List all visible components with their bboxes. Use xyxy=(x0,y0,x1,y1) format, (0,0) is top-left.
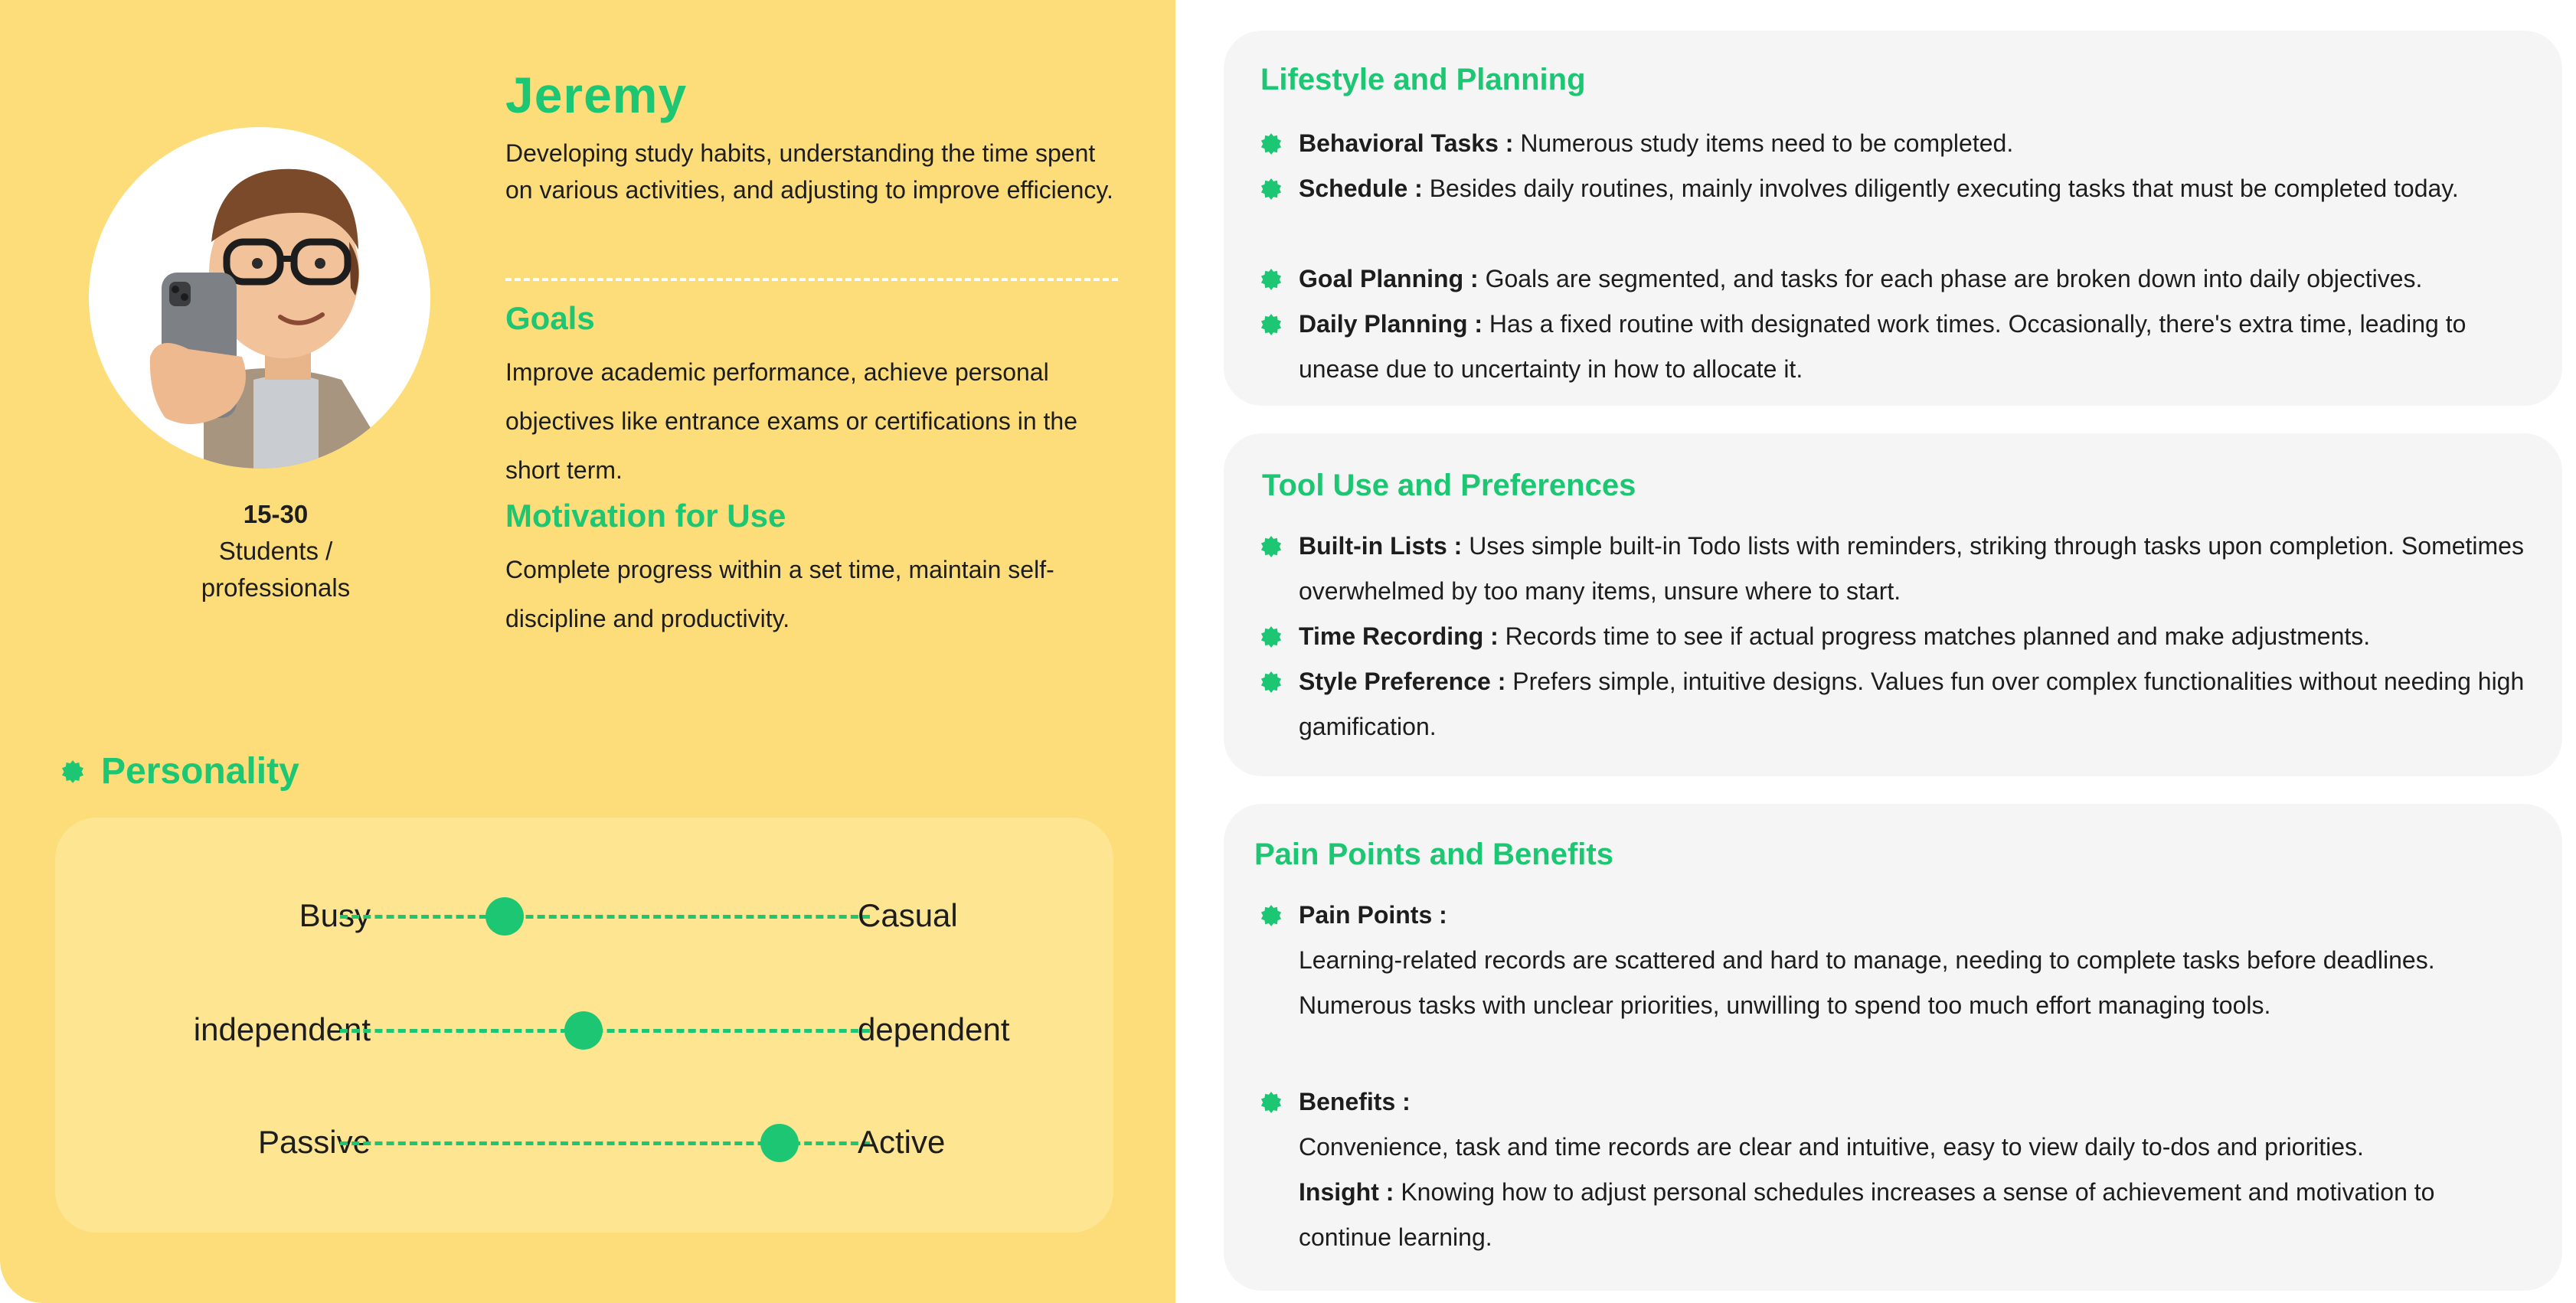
trait-knob xyxy=(564,1011,603,1050)
badge-bullet-icon xyxy=(1260,178,1282,200)
list-item xyxy=(1260,166,2532,211)
list-item xyxy=(1260,893,2532,1028)
badge-bullet-icon xyxy=(1260,626,1282,648)
trait-left-label: Passive xyxy=(257,1124,371,1160)
item-label: Goal Planning : xyxy=(1299,265,1479,292)
trait-row xyxy=(55,991,1113,1068)
goals-text: Improve academic performance, achieve personal objectives like entrance exams or certifications in the short term. xyxy=(505,358,1078,484)
list-item xyxy=(1260,524,2532,614)
item-text: Prefers simple, intuitive designs. Values fun over complex functionalities without needing high gamification. xyxy=(1299,668,2525,740)
item-text: Records time to see if actual progress matches planned and make adjustments. xyxy=(1498,622,2371,650)
insight-text: Knowing how to adjust personal schedules increases a sense of achievement and motivation to continue learning. xyxy=(1299,1178,2435,1251)
item-label: Behavioral Tasks : xyxy=(1299,129,1514,157)
trait-right-label: Active xyxy=(858,1124,946,1160)
benefits-line-1: Convenience, task and time records are clear and intuitive, easy to view daily to-dos and priorities. xyxy=(1299,1133,2364,1161)
list-item xyxy=(1260,614,2532,659)
trait-right-label: Casual xyxy=(858,897,958,933)
badge-bullet-icon xyxy=(1260,133,1282,155)
item-label: Built-in Lists : xyxy=(1299,532,1463,560)
item-text: Has a fixed routine with designated work times. Occasionally, there's extra time, leading to unease due to uncertainty in how to allocate it. xyxy=(1299,310,2466,383)
personality-card xyxy=(55,818,1113,1233)
badge-bullet-icon xyxy=(61,760,84,783)
pain-label: Pain Points : xyxy=(1299,901,1447,929)
item-text: Uses simple built-in Todo lists with reminders, striking through tasks upon completion. Sometimes overwhelmed by too many items, unsure where to start. xyxy=(1299,532,2524,605)
trait-left-label: independent xyxy=(193,1011,371,1047)
item-label: Time Recording : xyxy=(1299,622,1499,650)
persona-summary: Developing study habits, understanding the time spent on various activities, and adjusting to improve efficiency. xyxy=(505,139,1113,204)
trait-row xyxy=(55,877,1113,954)
divider xyxy=(505,278,1118,281)
item-text: Besides daily routines, mainly involves diligently executing tasks that must be completed today. xyxy=(1422,175,2459,202)
list-item xyxy=(1260,256,2532,302)
tools-card xyxy=(1224,433,2562,776)
personality-title: Personality xyxy=(101,751,299,792)
age-range: 15-30 xyxy=(243,500,309,528)
list-item xyxy=(1260,1079,2532,1260)
item-label: Style Preference : xyxy=(1299,668,1506,695)
badge-bullet-icon xyxy=(1260,1092,1282,1113)
trait-knob xyxy=(485,897,524,936)
pain-line-2: Numerous tasks with unclear priorities, unwilling to spend too much effort managing tools. xyxy=(1299,991,2271,1019)
badge-bullet-icon xyxy=(1260,671,1282,693)
badge-bullet-icon xyxy=(1260,905,1282,926)
trait-right-label: dependent xyxy=(858,1011,1010,1047)
list-item xyxy=(1260,121,2532,166)
pain-line-1: Learning-related records are scattered and hard to manage, needing to complete tasks before deadlines. xyxy=(1299,946,2435,974)
tools-title: Tool Use and Preferences xyxy=(1262,469,1636,502)
list-item xyxy=(1260,659,2532,749)
insight-label: Insight : xyxy=(1299,1178,1394,1206)
persona-name: Jeremy xyxy=(505,67,688,123)
goals-title: Goals xyxy=(505,300,595,336)
badge-bullet-icon xyxy=(1260,314,1282,335)
role-line-1: Students / xyxy=(218,537,333,565)
list-item xyxy=(1260,302,2532,392)
persona-meta xyxy=(115,496,436,606)
badge-bullet-icon xyxy=(1260,269,1282,290)
lifestyle-card xyxy=(1224,31,2562,406)
badge-bullet-icon xyxy=(1260,536,1282,557)
lifestyle-title: Lifestyle and Planning xyxy=(1260,63,1586,96)
trait-row xyxy=(55,1104,1113,1181)
personality-heading xyxy=(61,750,299,792)
pain-title: Pain Points and Benefits xyxy=(1254,838,1613,871)
item-text: Goals are segmented, and tasks for each phase are broken down into daily objectives. xyxy=(1478,265,2423,292)
benefits-label: Benefits : xyxy=(1299,1088,1411,1115)
pain-card xyxy=(1224,804,2562,1291)
motivation-title: Motivation for Use xyxy=(505,498,786,534)
trait-knob xyxy=(760,1124,799,1162)
person-holding-phone-icon xyxy=(89,127,430,469)
role-line-2: professionals xyxy=(201,573,351,602)
trait-track xyxy=(340,1029,870,1033)
trait-track xyxy=(340,915,870,919)
item-label: Daily Planning : xyxy=(1299,310,1483,338)
item-text: Numerous study items need to be completed. xyxy=(1513,129,2014,157)
item-label: Schedule : xyxy=(1299,175,1423,202)
trait-left-label: Busy xyxy=(299,897,371,933)
avatar xyxy=(89,127,430,469)
motivation-text: Complete progress within a set time, maintain self-discipline and productivity. xyxy=(505,556,1054,632)
